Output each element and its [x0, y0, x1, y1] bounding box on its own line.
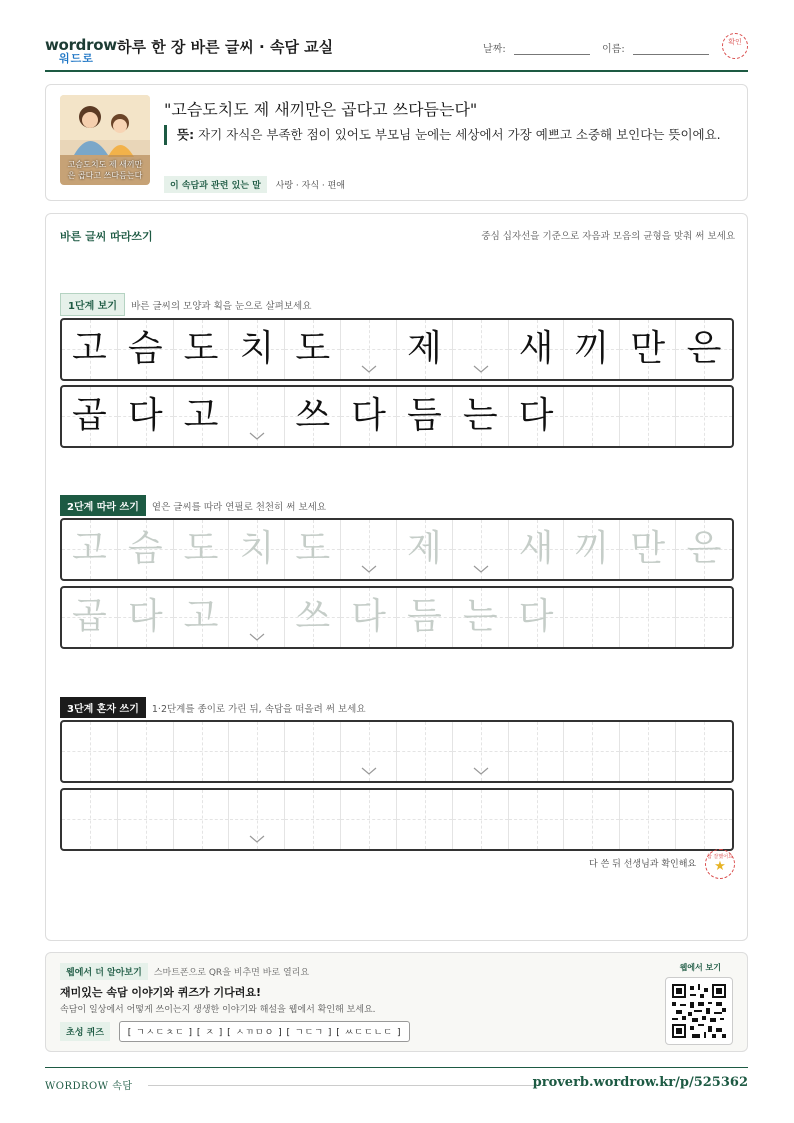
space-mark-icon — [249, 633, 265, 641]
web-more-tag — [60, 963, 309, 980]
step1-header — [60, 293, 311, 316]
grid-cell — [620, 387, 676, 446]
space-mark-icon — [361, 767, 377, 775]
proverb-card — [45, 84, 748, 201]
grid-cell[interactable] — [397, 588, 453, 647]
good-job-stamp: 참 잘했어요 ★ — [705, 849, 735, 879]
grid-cell — [341, 320, 397, 379]
grid-cell[interactable] — [565, 588, 621, 647]
grid-cell[interactable] — [118, 722, 174, 781]
grid-char: 치 — [239, 328, 275, 369]
grid-cell — [397, 320, 453, 379]
grid-cell[interactable] — [285, 790, 341, 849]
step3-badge: 3단계 혼자 쓰기 — [60, 697, 146, 718]
quiz-box: [ ㄱㅅㄷㅊㄷ ] [ ㅈ ] [ ㅅㄲㅁㅇ ] [ ㄱㄷㄱ ] [ ㅆㄷㄷㄴㄷ ] — [119, 1021, 411, 1042]
illustration-caption: 고슴도치도 제 새끼만은 곱다고 쓰다듬는다 — [67, 160, 143, 180]
grid-cell — [453, 320, 509, 379]
grid-char: 쓰 — [295, 596, 331, 637]
grid-char: 치 — [239, 528, 275, 569]
grid-cell — [285, 320, 341, 379]
grid-cell[interactable] — [230, 790, 286, 849]
grid-cell[interactable] — [118, 588, 174, 647]
grid-char: 다 — [351, 596, 386, 637]
grid-cell — [509, 320, 565, 379]
grid-char: 슴 — [127, 328, 163, 369]
grid-cell[interactable] — [676, 520, 732, 579]
grid-cell — [230, 320, 286, 379]
grid-char: 도 — [183, 328, 219, 369]
step3-row1[interactable] — [60, 720, 734, 783]
web-more-box — [45, 952, 748, 1052]
grid-cell[interactable] — [62, 722, 118, 781]
grid-cell[interactable] — [397, 520, 453, 579]
step3-row2[interactable] — [60, 788, 734, 851]
grid-cell[interactable] — [341, 722, 397, 781]
practice-title: 바른 글씨 따라쓰기 — [60, 230, 153, 243]
grid-cell[interactable] — [230, 722, 286, 781]
grid-cell[interactable] — [509, 790, 565, 849]
related-words — [164, 176, 345, 193]
grid-char: 고 — [72, 328, 107, 369]
grid-cell[interactable] — [118, 520, 174, 579]
grid-cell[interactable] — [62, 520, 118, 579]
grid-char: 만 — [630, 328, 666, 369]
grid-char: 만 — [630, 528, 666, 569]
grid-cell — [620, 320, 676, 379]
grid-cell — [174, 320, 230, 379]
grid-char: 은 — [686, 328, 722, 369]
grid-cell — [62, 387, 118, 446]
grid-char: 듬 — [407, 596, 442, 637]
grid-cell[interactable] — [397, 790, 453, 849]
grid-cell[interactable] — [341, 520, 397, 579]
grid-char: 듬 — [407, 395, 442, 436]
logo-subtext: 워드로 — [59, 52, 94, 65]
web-desc: 속담이 일상에서 어떻게 쓰이는지 생생한 이야기와 해설을 웹에서 확인해 보세요. — [60, 1005, 376, 1015]
meaning-text: 자기 자식은 부족한 점이 있어도 부모님 눈에는 세상에서 가장 예쁘고 소중해 보인다는 뜻이에요. — [198, 127, 721, 142]
grid-char: 다 — [351, 395, 386, 436]
grid-cell[interactable] — [509, 520, 565, 579]
grid-cell[interactable] — [174, 588, 230, 647]
grid-cell[interactable] — [341, 790, 397, 849]
qr-label: 웹에서 보기 — [679, 963, 721, 972]
grid-cell[interactable] — [174, 520, 230, 579]
grid-cell[interactable] — [453, 520, 509, 579]
grid-char: 다 — [127, 395, 163, 436]
grid-char: 다 — [127, 596, 163, 637]
grid-cell[interactable] — [230, 520, 286, 579]
wordrow-logo — [45, 36, 117, 65]
grid-char: 고 — [72, 528, 107, 569]
grid-char: 제 — [407, 528, 442, 569]
grid-char: 슴 — [127, 528, 163, 569]
meaning-label: 뜻: — [177, 127, 195, 142]
grid-cell — [397, 387, 453, 446]
grid-char: 새 — [518, 528, 554, 569]
grid-cell[interactable] — [620, 520, 676, 579]
related-words-list: 사랑 · 자식 · 편애 — [275, 181, 345, 191]
grid-char: 쓰 — [295, 395, 331, 436]
grid-cell[interactable] — [285, 588, 341, 647]
grid-char: 는 — [462, 395, 498, 436]
grid-cell[interactable] — [62, 790, 118, 849]
space-mark-icon — [361, 565, 377, 573]
step1-badge: 1단계 보기 — [60, 293, 125, 316]
step2-desc: 옅은 글씨를 따라 연필로 천천히 써 보세요 — [151, 502, 327, 513]
practice-section — [45, 213, 748, 941]
practice-hint: 중심 십자선을 기준으로 자음과 모음의 균형을 맞춰 써 보세요 — [481, 231, 735, 242]
footer-brand: WORDROW 속담 — [45, 1081, 133, 1092]
teacher-check — [589, 849, 735, 879]
grid-cell[interactable] — [285, 722, 341, 781]
grid-cell — [118, 387, 174, 446]
grid-cell[interactable] — [174, 790, 230, 849]
grid-cell[interactable] — [676, 588, 732, 647]
web-tag: 웹에서 더 알아보기 — [60, 963, 148, 980]
grid-char: 고 — [183, 395, 219, 436]
confirm-stamp: 확인 — [722, 33, 748, 59]
grid-cell — [676, 320, 732, 379]
grid-cell — [118, 320, 174, 379]
grid-cell — [565, 387, 621, 446]
step1-row1 — [60, 318, 734, 381]
grid-char: 제 — [407, 328, 442, 369]
proverb-illustration — [60, 95, 150, 185]
grid-cell[interactable] — [509, 588, 565, 647]
name-field[interactable] — [602, 40, 709, 55]
step2-badge: 2단계 따라 쓰기 — [60, 495, 146, 516]
grid-char: 끼 — [574, 328, 610, 369]
related-tag: 이 속담과 관련 있는 말 — [164, 176, 267, 193]
space-mark-icon — [473, 365, 489, 373]
footer-url[interactable]: proverb.wordrow.kr/p/525362 — [532, 1075, 748, 1090]
page-header — [45, 28, 748, 72]
grid-char: 고 — [183, 596, 219, 637]
grid-cell[interactable] — [397, 722, 453, 781]
date-field[interactable] — [483, 40, 590, 55]
grid-char: 도 — [183, 528, 219, 569]
grid-cell — [285, 387, 341, 446]
step3-header — [60, 697, 366, 718]
grid-cell[interactable] — [620, 722, 676, 781]
grid-cell — [341, 387, 397, 446]
grid-cell[interactable] — [676, 722, 732, 781]
step3-desc: 1·2단계를 종이로 가린 뒤, 속담을 떠올려 써 보세요 — [151, 704, 366, 715]
grid-cell[interactable] — [62, 588, 118, 647]
grid-cell[interactable] — [341, 588, 397, 647]
grid-char: 는 — [462, 596, 498, 637]
grid-char: 도 — [295, 328, 331, 369]
grid-cell — [676, 387, 732, 446]
proverb-meaning — [164, 125, 734, 145]
quiz-tag: 초성 퀴즈 — [60, 1022, 110, 1041]
grid-cell[interactable] — [453, 790, 509, 849]
grid-char: 다 — [518, 596, 554, 637]
space-mark-icon — [473, 767, 489, 775]
grid-cell[interactable] — [620, 588, 676, 647]
space-mark-icon — [361, 365, 377, 373]
footer-divider — [148, 1085, 538, 1086]
grid-cell[interactable] — [676, 790, 732, 849]
grid-cell — [565, 320, 621, 379]
grid-cell[interactable] — [453, 588, 509, 647]
grid-char: 은 — [686, 528, 722, 569]
space-mark-icon — [473, 565, 489, 573]
grid-char: 곱 — [72, 395, 107, 436]
step1-desc: 바른 글씨의 모양과 획을 눈으로 살펴보세요 — [131, 301, 312, 312]
grid-char: 도 — [295, 528, 331, 569]
grid-cell — [174, 387, 230, 446]
grid-cell[interactable] — [118, 790, 174, 849]
grid-cell[interactable] — [565, 790, 621, 849]
space-mark-icon — [249, 835, 265, 843]
step2-header — [60, 495, 326, 516]
space-mark-icon — [249, 432, 265, 440]
page-footer — [45, 1067, 748, 1092]
grid-cell — [230, 387, 286, 446]
grid-cell[interactable] — [230, 588, 286, 647]
qr-code-icon[interactable] — [665, 977, 733, 1045]
grid-char: 끼 — [574, 528, 610, 569]
grid-cell — [62, 320, 118, 379]
chosung-quiz — [60, 1021, 410, 1042]
step1-row2 — [60, 385, 734, 448]
proverb-title: "고슴도치도 제 새끼만은 곱다고 쓰다듬는다" — [164, 100, 478, 119]
web-tag-desc: 스마트폰으로 QR을 비추면 바로 열리요 — [153, 968, 310, 978]
grid-char: 곱 — [72, 596, 107, 637]
grid-char: 새 — [518, 328, 554, 369]
date-label: 날짜: — [483, 44, 506, 55]
check-text: 다 쓴 뒤 선생님과 확인해요 — [589, 859, 697, 870]
grid-cell[interactable] — [565, 722, 621, 781]
grid-cell — [509, 387, 565, 446]
grid-char: 다 — [518, 395, 554, 436]
name-label: 이름: — [602, 44, 625, 55]
step2-row1[interactable] — [60, 518, 734, 581]
page-title: 하루 한 장 바른 글씨 · 속담 교실 — [117, 38, 334, 56]
grid-cell — [453, 387, 509, 446]
grid-cell[interactable] — [453, 722, 509, 781]
grid-cell[interactable] — [509, 722, 565, 781]
grid-cell[interactable] — [620, 790, 676, 849]
grid-cell[interactable] — [174, 722, 230, 781]
step2-row2[interactable] — [60, 586, 734, 649]
grid-cell[interactable] — [565, 520, 621, 579]
logo-text: wordrow — [45, 36, 117, 54]
grid-cell[interactable] — [285, 520, 341, 579]
web-headline: 재미있는 속담 이야기와 퀴즈가 기다려요! — [60, 986, 261, 999]
